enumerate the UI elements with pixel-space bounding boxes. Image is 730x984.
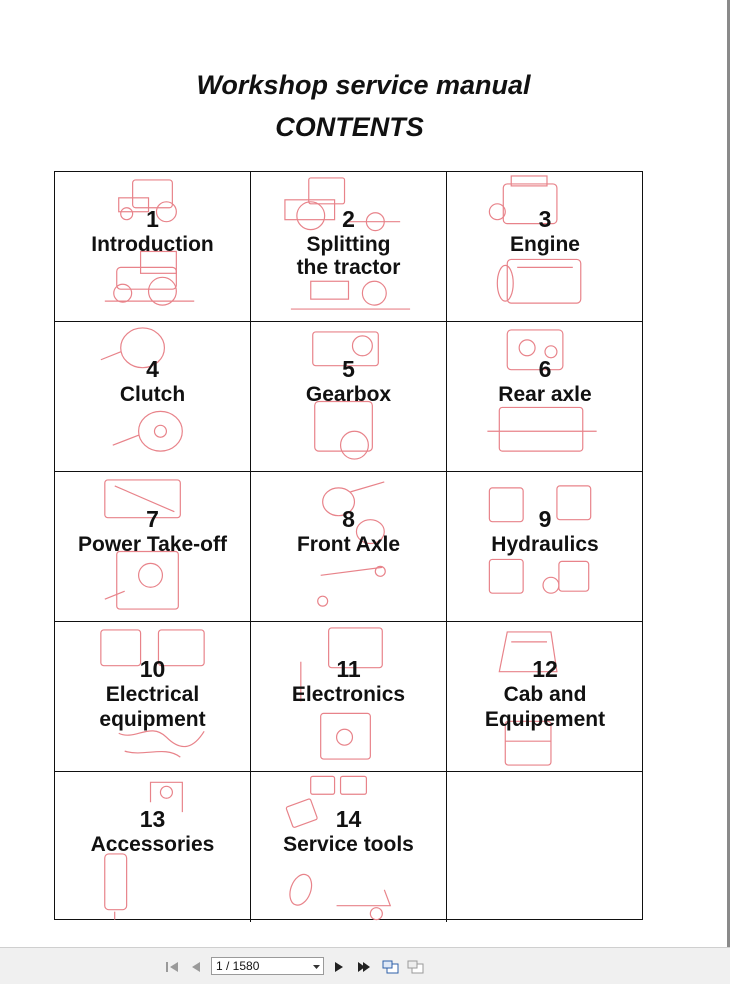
page-indicator: 1 / 1580: [216, 959, 260, 973]
first-page-icon[interactable]: [164, 960, 180, 974]
chevron-down-icon[interactable]: [310, 958, 323, 974]
next-page-icon[interactable]: [331, 960, 347, 974]
section-cell-electrical-equipment[interactable]: [55, 622, 251, 772]
section-label-line2: equipment: [99, 708, 206, 731]
document-title: Workshop service manual: [196, 70, 531, 100]
section-number: 3: [538, 206, 552, 232]
section-cell-electronics[interactable]: [251, 622, 447, 772]
section-number: 8: [342, 506, 355, 532]
section-label: Engine: [509, 233, 580, 256]
section-number: 12: [532, 656, 558, 682]
contents-grid: [54, 171, 643, 920]
section-cell-front-axle[interactable]: [251, 472, 447, 622]
section-number: 10: [139, 656, 166, 682]
section-number: 2: [342, 206, 355, 232]
section-cell-clutch[interactable]: [55, 322, 251, 472]
section-cell-rear-axle[interactable]: [447, 322, 643, 472]
document-subtitle: CONTENTS: [275, 112, 424, 142]
section-cell-power-take-off[interactable]: [55, 472, 251, 622]
section-number: 6: [538, 356, 552, 382]
section-cell-service-tools[interactable]: [251, 772, 447, 922]
section-cell-accessories[interactable]: [55, 772, 251, 922]
viewer-navigation-bar: [0, 947, 730, 984]
go-forward-icon[interactable]: [407, 960, 425, 974]
section-cell-gearbox[interactable]: [251, 322, 447, 472]
previous-page-icon[interactable]: [188, 960, 204, 974]
section-cell-cab[interactable]: [447, 622, 643, 772]
section-cell-engine[interactable]: [447, 172, 643, 322]
page-number-select[interactable]: [211, 957, 324, 975]
section-number: 11: [336, 656, 361, 682]
section-label: Electronics: [291, 683, 406, 706]
section-number: 5: [342, 356, 355, 382]
section-number: 1: [146, 206, 159, 232]
section-label: Hydraulics: [491, 533, 599, 556]
section-number: 13: [139, 806, 166, 832]
go-back-icon[interactable]: [382, 960, 400, 974]
section-label: Clutch: [119, 383, 186, 406]
section-cell-hydraulics[interactable]: [447, 472, 643, 622]
section-label: Front Axle: [296, 533, 401, 556]
section-label: Rear axle: [498, 383, 592, 406]
section-label: Splitting: [306, 233, 391, 256]
section-label: Power Take-off: [78, 533, 227, 556]
section-label: Accessories: [90, 833, 215, 856]
section-cell-splitting[interactable]: [251, 172, 447, 322]
section-number: 4: [146, 356, 159, 382]
section-number: 9: [538, 506, 552, 532]
section-label-line2: the tractor: [296, 256, 401, 279]
section-label: Service tools: [283, 833, 414, 856]
section-cell-empty: [447, 772, 643, 922]
section-label-line2: Equipement: [484, 708, 606, 731]
section-label: Gearbox: [305, 383, 392, 406]
section-label: Introduction: [91, 233, 214, 256]
section-cell-introduction[interactable]: [55, 172, 251, 322]
section-number: 14: [335, 806, 362, 832]
section-number: 7: [146, 506, 159, 532]
section-label: Cab and: [503, 683, 587, 706]
section-label: Electrical: [105, 683, 200, 706]
last-page-icon[interactable]: [356, 960, 372, 974]
